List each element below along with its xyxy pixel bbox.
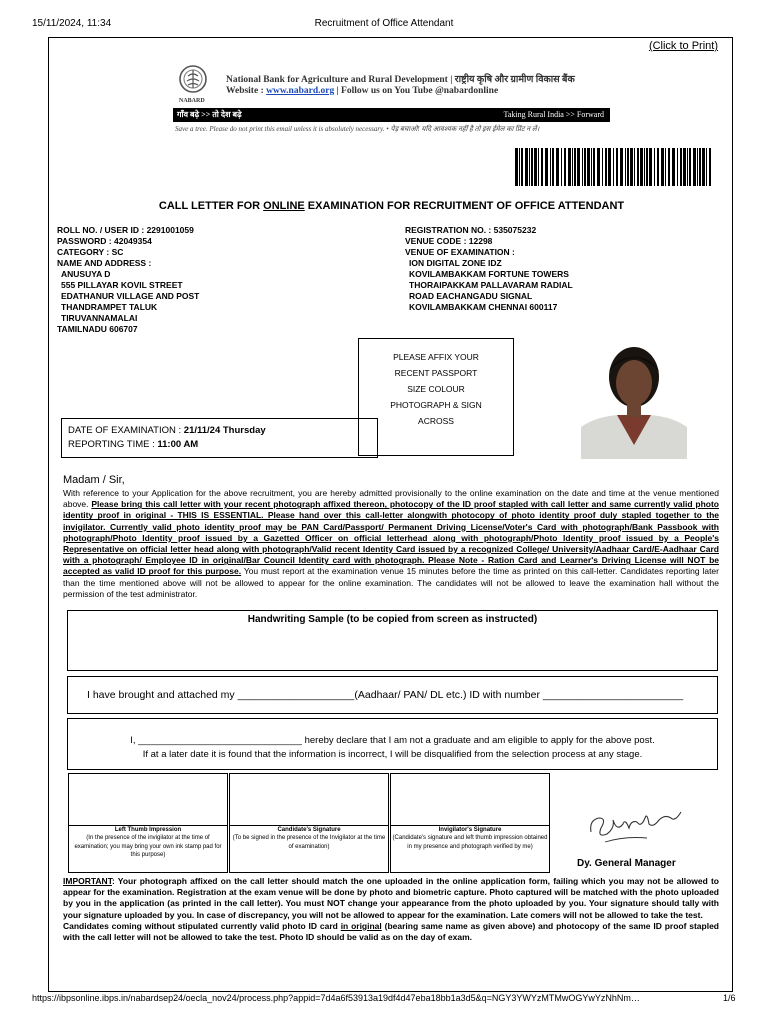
barcode-stripe — [668, 148, 670, 186]
official-signature — [585, 798, 685, 848]
barcode-stripe — [680, 148, 682, 186]
title-before: CALL LETTER FOR — [158, 200, 264, 212]
salutation: Madam / Sir, — [63, 474, 125, 486]
barcode-stripe — [550, 148, 551, 186]
barcode-stripe — [672, 148, 675, 186]
barcode-stripe — [545, 148, 548, 186]
print-header — [0, 18, 768, 34]
candidate-signature-area — [230, 774, 388, 826]
barcode-stripe — [534, 148, 537, 186]
category-row — [57, 247, 199, 258]
slogan-bar — [173, 108, 610, 122]
barcode-stripe — [646, 148, 648, 186]
candidate-photo — [581, 341, 687, 459]
print-datetime: 15/11/2024, 11:34 — [32, 18, 112, 29]
website-link[interactable]: www.nabard.org — [266, 86, 335, 96]
barcode-stripe — [640, 148, 643, 186]
handwriting-title: Handwriting Sample (to be copied from screen as instructed) — [247, 614, 538, 625]
org-name: National Bank for Agriculture and Rural Development | राष्ट्रीय कृषि और ग्रामीण विकास बैंक — [226, 75, 575, 85]
invigilator-signature-box — [390, 773, 550, 873]
barcode-stripe — [574, 148, 576, 186]
venue-line: THORAIPAKKAM PALLAVARAM RADIAL — [409, 280, 573, 290]
barcode-stripe — [709, 148, 711, 186]
password-row — [57, 236, 199, 247]
website-line — [226, 86, 498, 96]
category-label: CATEGORY : — [57, 247, 112, 257]
exam-date-label: DATE OF EXAMINATION : — [68, 425, 184, 436]
barcode-stripe — [657, 148, 659, 186]
barcode-stripe — [630, 148, 633, 186]
important-notice — [63, 876, 719, 943]
venue-line: ION DIGITAL ZONE IDZ — [409, 258, 502, 268]
venue-line: KOVILAMBAKKAM CHENNAI 600117 — [409, 302, 558, 312]
barcode-stripe — [564, 148, 566, 186]
declaration-line: I, _______________________________ hereby declare that I am not a graduate and am eligible to apply for the above post. — [130, 735, 655, 746]
barcode-stripe — [654, 148, 655, 186]
important-label: IMPORTANT — [63, 876, 112, 886]
barcode-stripe — [634, 148, 635, 186]
venue-label: VENUE OF EXAMINATION : — [405, 247, 515, 257]
barcode-stripe — [584, 148, 586, 186]
barcode-stripe — [593, 148, 595, 186]
address-line: EDATHANUR VILLAGE AND POST — [61, 291, 200, 301]
barcode-stripe — [620, 148, 623, 186]
barcode-stripe — [587, 148, 590, 186]
left-thumb-box — [68, 773, 228, 873]
barcode-stripe — [541, 148, 543, 186]
name-address-label: NAME AND ADDRESS : — [57, 258, 152, 268]
affix-photo-line: ACROSS — [418, 416, 454, 426]
venue-code-row — [405, 236, 573, 247]
address-line: 555 PILLAYAR KOVIL STREET — [61, 280, 183, 290]
declaration-line: If at a later date it is found that the information is incorrect, I will be disqualified from the selection process at any stage. — [142, 749, 643, 760]
barcode-stripe — [552, 148, 554, 186]
instructions-essential: Please bring this call letter with your recent photograph affixed thereon, photocopy of the ID proof stapled with call letter and same currently valid photo identity proof in original - THIS IS ESSENTIAL. Please hand over this call-letter alongwith photocopy of photo identity proof duly stapled together to the invigilator. Currently valid photo identity proof may be PAN Card/Passport/ Permanent Driving License/Voter's Card with photograph/Bank Passbook with photograph/Photo Identity proof issued by a Gazetted Officer on official letterhead along with photograph/Photo Identity proof issued by a People's Representative on official letter head along with photograph/Valid recent Identity Card issued by a recognized College/ University/Aadhaar Card/E-Aadhaar Card with a photograph/ Employee ID in original/Bar Council Identity card with photograph. Please Note - Ration Card and Learner's Driving License will NOT be accepted as valid ID proof for this purpose. — [63, 499, 719, 577]
logo-caption: NABARD — [179, 98, 205, 104]
barcode-stripe — [572, 148, 573, 186]
affix-photo-line: PLEASE AFFIX YOUR — [393, 352, 479, 362]
barcode-stripe — [515, 148, 518, 186]
instructions-intro: With reference to your Application for the above recruitment, you are hereby admitted provisionally to the online examination on the date and time at the venue mentioned above. — [63, 488, 719, 510]
barcode-stripe — [531, 148, 533, 186]
venue-line: ROAD EACHANGADU SIGNAL — [409, 291, 533, 301]
sig-title: Invigilator's Signature — [438, 827, 502, 833]
barcode-stripe — [519, 148, 520, 186]
id-statement: I have brought and attached my ____________________(Aadhaar/ PAN/ DL etc.) ID with number ________________________ — [87, 689, 684, 701]
barcode-stripe — [637, 148, 639, 186]
id-statement-box — [67, 676, 718, 714]
reporting-time-value: 11:00 AM — [157, 439, 199, 450]
barcode-stripe — [665, 148, 666, 186]
barcode-stripe — [702, 148, 705, 186]
handwriting-sample-box — [67, 610, 718, 671]
barcode-stripe — [582, 148, 583, 186]
slogan-english: Taking Rural India >> Forward — [503, 110, 604, 119]
reporting-time-row — [68, 438, 377, 452]
address-line: TAMILNADU 606707 — [57, 324, 138, 334]
venue-info — [405, 225, 573, 313]
barcode-stripe — [625, 148, 626, 186]
barcode-stripe — [561, 148, 562, 186]
instructions-paragraph — [63, 488, 719, 600]
website-suffix: | Follow us on You Tube @nabardonline — [334, 86, 499, 96]
barcode-stripe — [677, 148, 678, 186]
affix-photo-line: SIZE COLOUR — [407, 384, 465, 394]
barcode-stripe — [521, 148, 523, 186]
sig-note: (To be signed in the presence of the Invigilator at the time of examination) — [232, 835, 386, 850]
barcode-stripe — [699, 148, 701, 186]
affix-photo-line: RECENT PASSPORT — [394, 368, 478, 378]
barcode-stripe — [644, 148, 645, 186]
photo-id-after: (bearing same name as given above) and photocopy of the same ID proof stapled with the call letter will not be allowed to take the test. Photo ID should be valid as on the day of exam. — [63, 920, 719, 943]
important-paragraph — [63, 876, 719, 921]
venue-code-value: 12298 — [468, 236, 493, 246]
exam-schedule-box — [61, 418, 378, 458]
address-line: ANUSUYA D — [61, 269, 111, 279]
sig-title: Candidate's Signature — [277, 827, 341, 833]
print-page-title: Recruitment of Office Attendant — [314, 18, 454, 29]
registration-value: 535075232 — [493, 225, 537, 235]
exam-date-value: 21/11/24 Thursday — [183, 425, 266, 436]
photo-id-before: Candidates coming without stipulated currently valid photo ID card — [63, 920, 341, 931]
invigilator-signature-area — [391, 774, 549, 826]
signatory-title: Dy. General Manager — [577, 858, 676, 869]
barcode-stripe — [627, 148, 629, 186]
print-url: https://ibpsonline.ibps.in/nabardsep24/oecla_nov24/process.php?appid=7d4a6f53913a19df4d47eba18bb1a3d5&q=NGY3YWYzMTMwOGYwYzNhNm… — [32, 993, 640, 1003]
barcode-stripe — [687, 148, 688, 186]
declaration-box — [67, 718, 718, 770]
click-to-print-link[interactable]: (Click to Print) — [648, 40, 718, 52]
barcode-stripe — [538, 148, 539, 186]
barcode-stripe — [649, 148, 652, 186]
affix-photo-box — [358, 338, 514, 456]
barcode-stripe — [605, 148, 607, 186]
address-line: THANDRAMPET TALUK — [61, 302, 158, 312]
page-number: 1/6 — [723, 993, 736, 1003]
barcode-stripe — [597, 148, 600, 186]
candidate-info — [57, 225, 199, 335]
address-line: TIRUVANNAMALAI — [61, 313, 138, 323]
candidate-signature-box — [229, 773, 389, 873]
roll-value: 2291001059 — [146, 225, 194, 235]
photo-id-underlined: in original — [340, 920, 382, 931]
barcode-stripe — [697, 148, 698, 186]
barcode-stripe — [706, 148, 707, 186]
password-label: PASSWORD : — [57, 236, 114, 246]
registration-label: REGISTRATION NO. : — [405, 225, 494, 235]
barcode-stripe — [613, 148, 614, 186]
call-letter-document — [48, 37, 733, 992]
sig-title: Left Thumb Impression — [114, 827, 182, 833]
sig-note: (In the presence of the invigilator at the time of examination; you may bring your own ink stamp pad for this purpose) — [74, 835, 222, 858]
slogan-hindi: गाँव बढ़े >> तो देश बढ़े — [177, 110, 242, 119]
page-title — [49, 200, 734, 212]
title-after: EXAMINATION FOR RECRUITMENT OF OFFICE ATTENDANT — [304, 200, 625, 212]
roll-label: ROLL NO. / USER ID : — [57, 225, 147, 235]
save-tree-note: Save a tree. Please do not print this email unless it is absolutely necessary. • पेड़ बचाओ! यदि आवश्यक नहीं है तो इस ईमेल का प्रिंट न लें। — [175, 125, 540, 133]
roll-number-row — [57, 225, 199, 236]
sig-note: (Candidate's signature and left thumb impression obtained in my presence and photograph verified by me) — [392, 835, 548, 850]
barcode-stripe — [683, 148, 686, 186]
barcode-stripe — [568, 148, 571, 186]
important-text: : Your photograph affixed on the call letter should match the one uploaded in the online application form, failing which you may not be allowed to appear for the examination. Registration at the exam venue will be done by photo and biometric capture. Photo captured will be matched with the photo uploaded by you in the application (as printed in the call letter). You must NOT change your appearance from the photo uploaded by you. Your signature should tally with your signature uploaded by you. In case of discrepancy, you will not be allowed to appear for the examination. Late comers will not be allowed to take the test. — [63, 876, 719, 920]
barcode-stripe — [602, 148, 603, 186]
barcode-stripe — [577, 148, 580, 186]
barcode-stripe — [616, 148, 618, 186]
thumb-impression-area — [69, 774, 227, 826]
reporting-time-label: REPORTING TIME : — [68, 439, 158, 450]
barcode-stripe — [556, 148, 559, 186]
barcode-stripe — [591, 148, 592, 186]
title-underlined: ONLINE — [263, 200, 305, 212]
exam-date-row — [68, 424, 377, 438]
registration-row — [405, 225, 573, 236]
category-value: SC — [111, 247, 124, 257]
affix-photo-line: PHOTOGRAPH & SIGN — [390, 400, 482, 410]
barcode-stripe — [689, 148, 691, 186]
password-value: 42049354 — [113, 236, 152, 246]
barcode-icon — [515, 148, 715, 186]
barcode-stripe — [525, 148, 528, 186]
venue-code-label: VENUE CODE : — [405, 236, 469, 246]
instructions-reporting: You must report at the examination venue 15 minutes before the time as printed on this call-letter. Candidates reporting later than the time mentioned above will not be allowed to appear for the online examination. The candidates will not be allowed to leave the examination hall without the permission of the test administrator. — [63, 566, 719, 599]
venue-line: KOVILAMBAKKAM FORTUNE TOWERS — [409, 269, 569, 279]
barcode-stripe — [608, 148, 611, 186]
website-prefix: Website : — [226, 86, 267, 96]
barcode-stripe — [661, 148, 664, 186]
photo-id-paragraph — [63, 921, 719, 943]
nabard-logo-icon — [176, 64, 210, 102]
barcode-stripe — [529, 148, 530, 186]
barcode-stripe — [693, 148, 696, 186]
